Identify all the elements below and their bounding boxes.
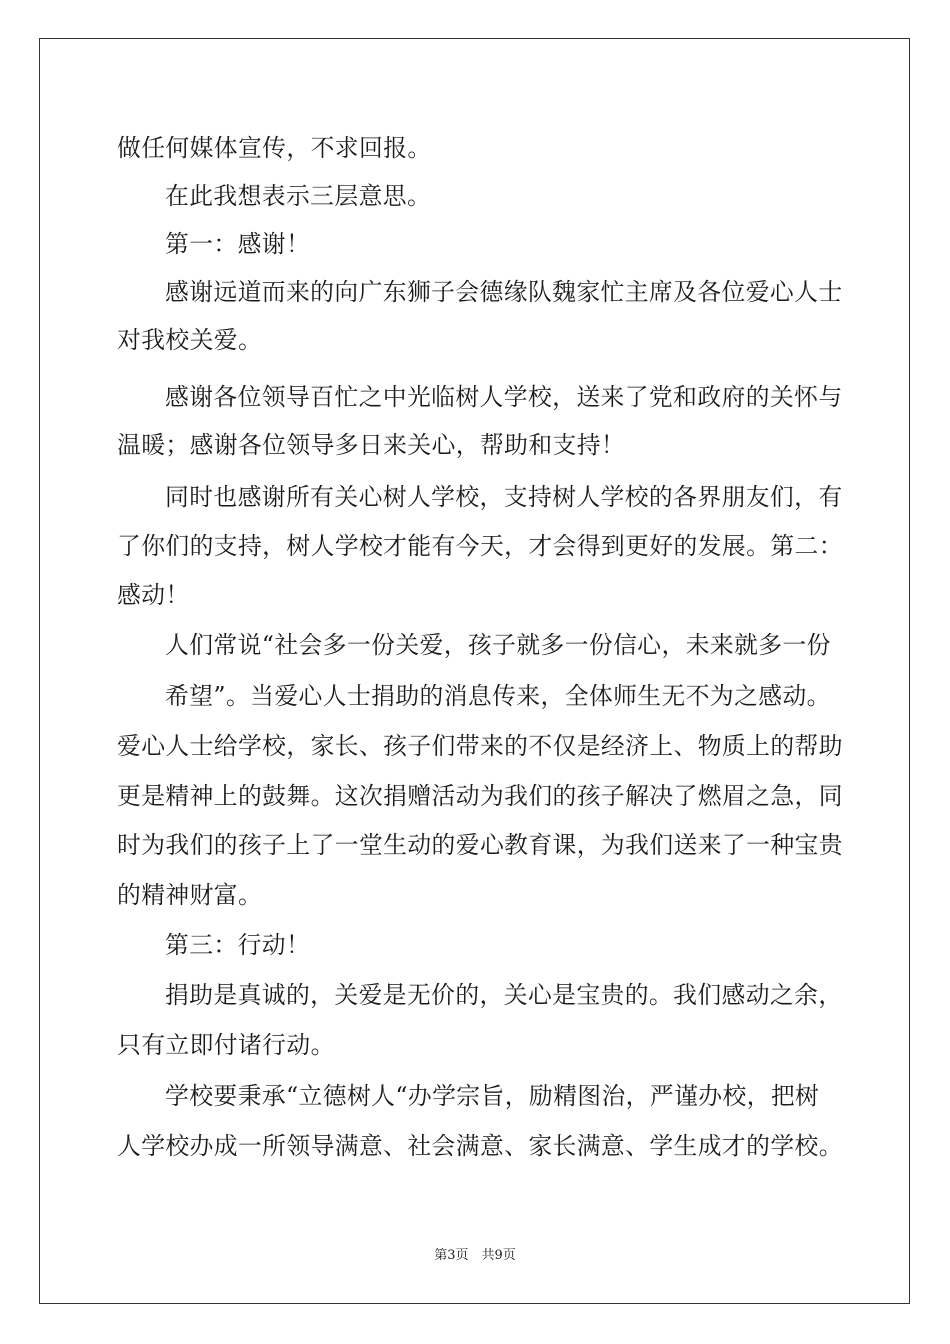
text-line: 第一：感谢！ <box>165 230 311 258</box>
text-line: 捐助是真诚的，关爱是无价的，关心是宝贵的。我们感动之余， <box>165 981 843 1009</box>
text-line: 的精神财富。 <box>117 881 263 909</box>
text-line: 感谢远道而来的向广东狮子会德缘队魏家忙主席及各位爱心人士 <box>165 278 843 306</box>
text-line: 了你们的支持，树人学校才能有今天，才会得到更好的发展。第二： <box>117 532 843 560</box>
text-line: 第三：行动！ <box>165 931 311 959</box>
text-line: 更是精神上的鼓舞。这次捐赠活动为我们的孩子解决了燃眉之急，同 <box>117 782 843 810</box>
page-number: 第3页 共9页 <box>434 1248 516 1263</box>
text-line: 时为我们的孩子上了一堂生动的爱心教育课，为我们送来了一种宝贵 <box>117 831 843 859</box>
text-line: 感谢各位领导百忙之中光临树人学校，送来了党和政府的关怀与 <box>165 383 843 411</box>
text-line: 做任何媒体宣传，不求回报。 <box>117 134 432 162</box>
text-line: 对我校关爱。 <box>117 326 263 354</box>
text-line: 希望”。当爱心人士捐助的消息传来，全体师生无不为之感动。 <box>165 682 831 710</box>
text-line: 人们常说“社会多一份关爱，孩子就多一份信心，未来就多一份 <box>165 631 831 659</box>
text-line: 在此我想表示三层意思。 <box>165 182 432 210</box>
text-line: 感动！ <box>117 581 190 609</box>
text-line: 学校要秉承“立德树人“办学宗旨，励精图治，严谨办校，把树 <box>165 1082 820 1110</box>
text-line: 只有立即付诸行动。 <box>117 1031 335 1059</box>
text-line: 温暖；感谢各位领导多日来关心，帮助和支持！ <box>117 431 626 459</box>
text-line: 同时也感谢所有关心树人学校，支持树人学校的各界朋友们，有 <box>165 483 843 511</box>
text-line: 爱心人士给学校，家长、孩子们带来的不仅是经济上、物质上的帮助 <box>117 732 843 760</box>
text-line: 人学校办成一所领导满意、社会满意、家长满意、学生成才的学校。 <box>117 1132 843 1160</box>
